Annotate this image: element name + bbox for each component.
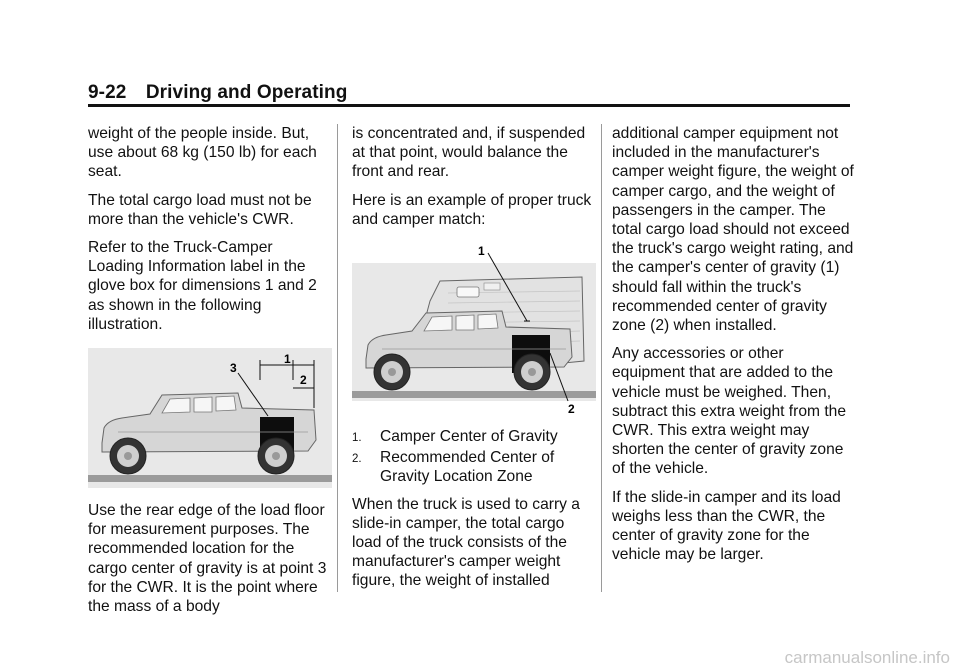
figure-label-2: 2 <box>568 402 575 414</box>
paragraph: is concentrated and, if suspended at that point, would balance the front and rear. <box>352 125 586 181</box>
caption-text: Recommended Center of Gravity Location Zone <box>380 449 555 486</box>
figure-label-1: 1 <box>478 244 485 259</box>
figure-label-3: 3 <box>230 361 237 376</box>
caption-item <box>352 427 596 446</box>
caption-number: 1. <box>352 432 362 445</box>
column-3 <box>612 124 856 573</box>
paragraph: Use the rear edge of the load floor for measurement purposes. The recommended location for the cargo center of gravity is at point 3 for the CWR. It is the point where the mass of a body <box>88 502 327 616</box>
paragraph: Any accessories or other equipment that are added to the vehicle must be weighed. Then, subtract this extra weight from the CWR. This extra weight may shorten the center of gravity zone of the vehicle. <box>612 345 847 478</box>
caption-text: Camper Center of Gravity <box>380 428 558 446</box>
truck-illustration <box>88 348 332 488</box>
paragraph: additional camper equipment not included in the manufacturer's camper weight figure, the weight of camper cargo, and the weight of passengers in the camper. The total cargo load should not exceed the truck's cargo weight rating, and the camper's center of gravity (1) should fall within the truck's recommended center of gravity zone (2) when installed. <box>612 125 854 335</box>
page-header <box>88 82 347 104</box>
column-2 <box>352 124 596 600</box>
paragraph: The total cargo load must not be more than the vehicle's CWR. <box>88 191 312 228</box>
paragraph: Refer to the Truck-Camper Loading Information label in the glove box for dimensions 1 and 2 as shown in the following illustration. <box>88 239 317 333</box>
paragraph: Here is an example of proper truck and camper match: <box>352 191 592 228</box>
column-1 <box>88 124 332 625</box>
column-divider-1 <box>337 124 338 592</box>
paragraph: weight of the people inside. But, use about 68 kg (150 lb) for each seat. <box>88 125 317 181</box>
figure-label-1: 1 <box>284 352 291 367</box>
watermark: carmanualsonline.info <box>784 648 950 667</box>
paragraph: When the truck is used to carry a slide-in camper, the total cargo load of the truck consists of the manufacturer's camper weight figure, the weight of installed <box>352 495 580 590</box>
truck-camper-illustration <box>352 241 596 413</box>
figure-caption-list <box>352 427 596 487</box>
caption-item <box>352 448 596 486</box>
page-number: 9-22 <box>88 82 127 103</box>
section-title: Driving and Operating <box>145 82 348 103</box>
header-rule <box>88 104 850 107</box>
column-divider-2 <box>601 124 602 592</box>
figure-label-2: 2 <box>300 373 307 388</box>
caption-number: 2. <box>352 453 362 466</box>
paragraph: If the slide-in camper and its load weighs less than the CWR, the center of gravity zone for the vehicle may be larger. <box>612 488 841 564</box>
